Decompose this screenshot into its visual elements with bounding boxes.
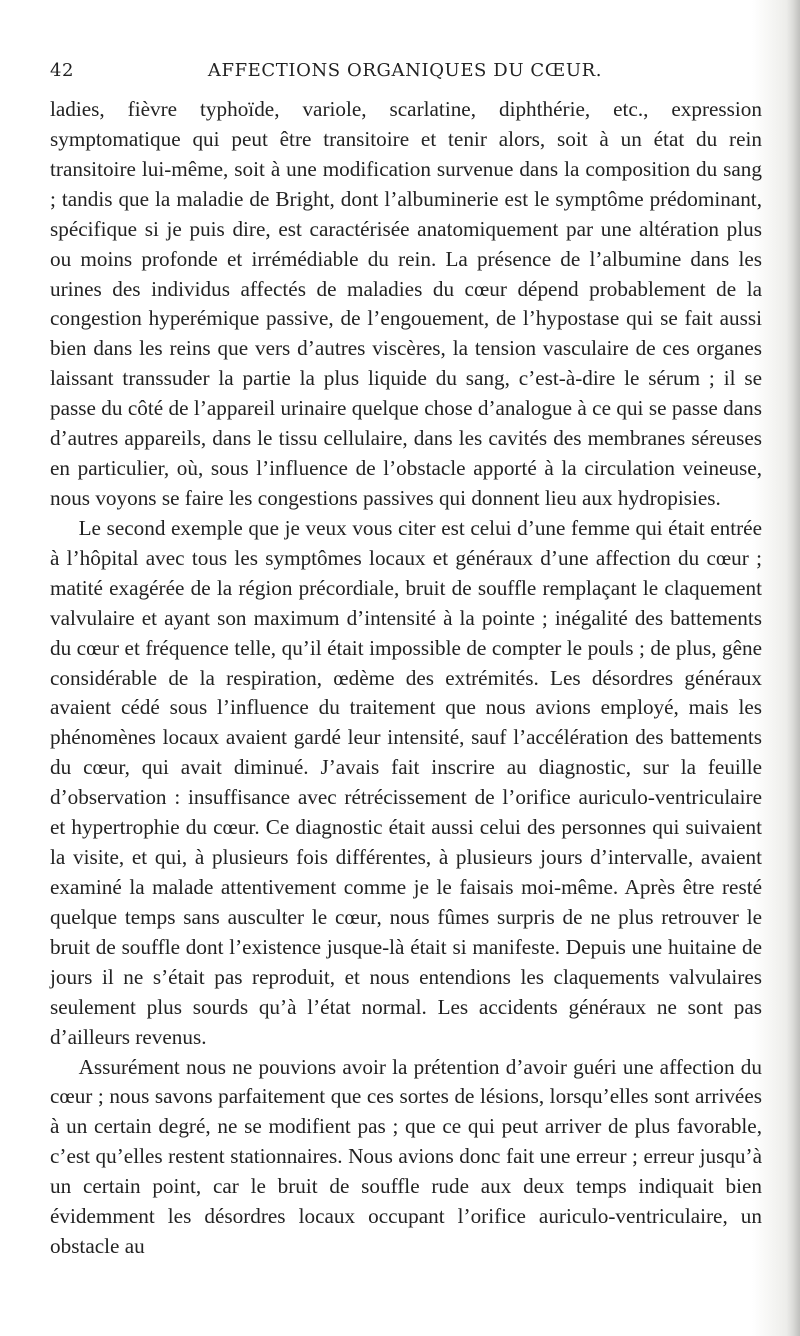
paragraph-continuation: ladies, fièvre typhoïde, variole, scarlatine, diphthérie, etc., expression symptomatique qui peut être transitoire et tenir alors, soit à un état du rein transitoire lui-même, soit à une modification survenue dans la composition du sang ; tandis que la maladie de Bright, dont l’albuminerie est le symptôme prédominant, spécifique si je puis dire, est caractérisée anatomiquement par une altération plus ou moins profonde et irrémédiable du rein. La présence de l’albumine dans les urines des individus affectés de maladies du cœur dépend probablement de la congestion hyperémique passive, de l’engouement, de l’hypostase qui se fait aussi bien dans les reins que vers d’autres viscères, la tension vasculaire de ces organes laissant transsuder la partie la plus liquide du sang, c’est-à-dire le sérum ; il se passe du côté de l’appareil urinaire quelque chose d’analogue à ce qui se passe dans d’autres appareils, dans le tissu cellulaire, dans les cavités des membranes séreuses en particulier, où, sous l’influence de l’obstacle apporté à la circulation veineuse, nous voyons se faire les congestions passives qui donnent lieu aux hydropisies. xyxy=(50,97,762,510)
body-text xyxy=(50,95,762,1262)
paragraph-second-example: Le second exemple que je veux vous citer est celui d’une femme qui était entrée à l’hôpital avec tous les symptômes locaux et généraux d’une affection du cœur ; matité exagérée de la région précordiale, bruit de souffle remplaçant le claquement valvulaire et ayant son maximum d’intensité à la pointe ; inégalité des battements du cœur et fréquence telle, qu’il était impossible de compter le pouls ; de plus, gêne considérable de la respiration, œdème des extrémités. Les désordres généraux avaient cédé sous l’influence du traitement que nous avions employé, mais les phénomènes locaux avaient gardé leur intensité, sauf l’accélération des battements du cœur, qui avait diminué. J’avais fait inscrire au diagnostic, sur la feuille d’observation : insuffisance avec rétrécissement de l’orifice auriculo-ventriculaire et hypertrophie du cœur. Ce diagnostic était aussi celui des personnes qui suivaient la visite, et qui, à plusieurs fois différentes, à plusieurs jours d’intervalle, avaient examiné la malade attentivement comme je le faisais moi-même. Après être resté quelque temps sans ausculter le cœur, nous fûmes surpris de ne plus retrouver le bruit de souffle dont l’existence jusque-là était si manifeste. Depuis une huitaine de jours il ne s’était pas reproduit, et nous entendions les claquements valvulaires seulement plus sourds qu’à l’état normal. Les accidents généraux ne sont pas d’ailleurs revenus. xyxy=(50,515,762,1049)
running-header xyxy=(50,60,760,90)
page-number: 42 xyxy=(50,60,74,81)
page-edge-shadow xyxy=(786,0,800,1336)
paragraph-assurement: Assurément nous ne pouvions avoir la prétention d’avoir guéri une affection du cœur ; nous savons parfaitement que ces sortes de lésions, lorsqu’elles sont arrivées à un certain degré, ne se modifient pas ; que ce qui peut arriver de plus favorable, c’est qu’elles restent stationnaires. Nous avions donc fait une erreur ; erreur jusqu’à un certain point, car le bruit de souffle rude aux deux temps indiquait bien évidemment les désordres locaux occupant l’orifice auriculo-ventriculaire, un obstacle au xyxy=(50,1054,762,1259)
running-title: AFFECTIONS ORGANIQUES DU CŒUR. xyxy=(207,60,603,81)
